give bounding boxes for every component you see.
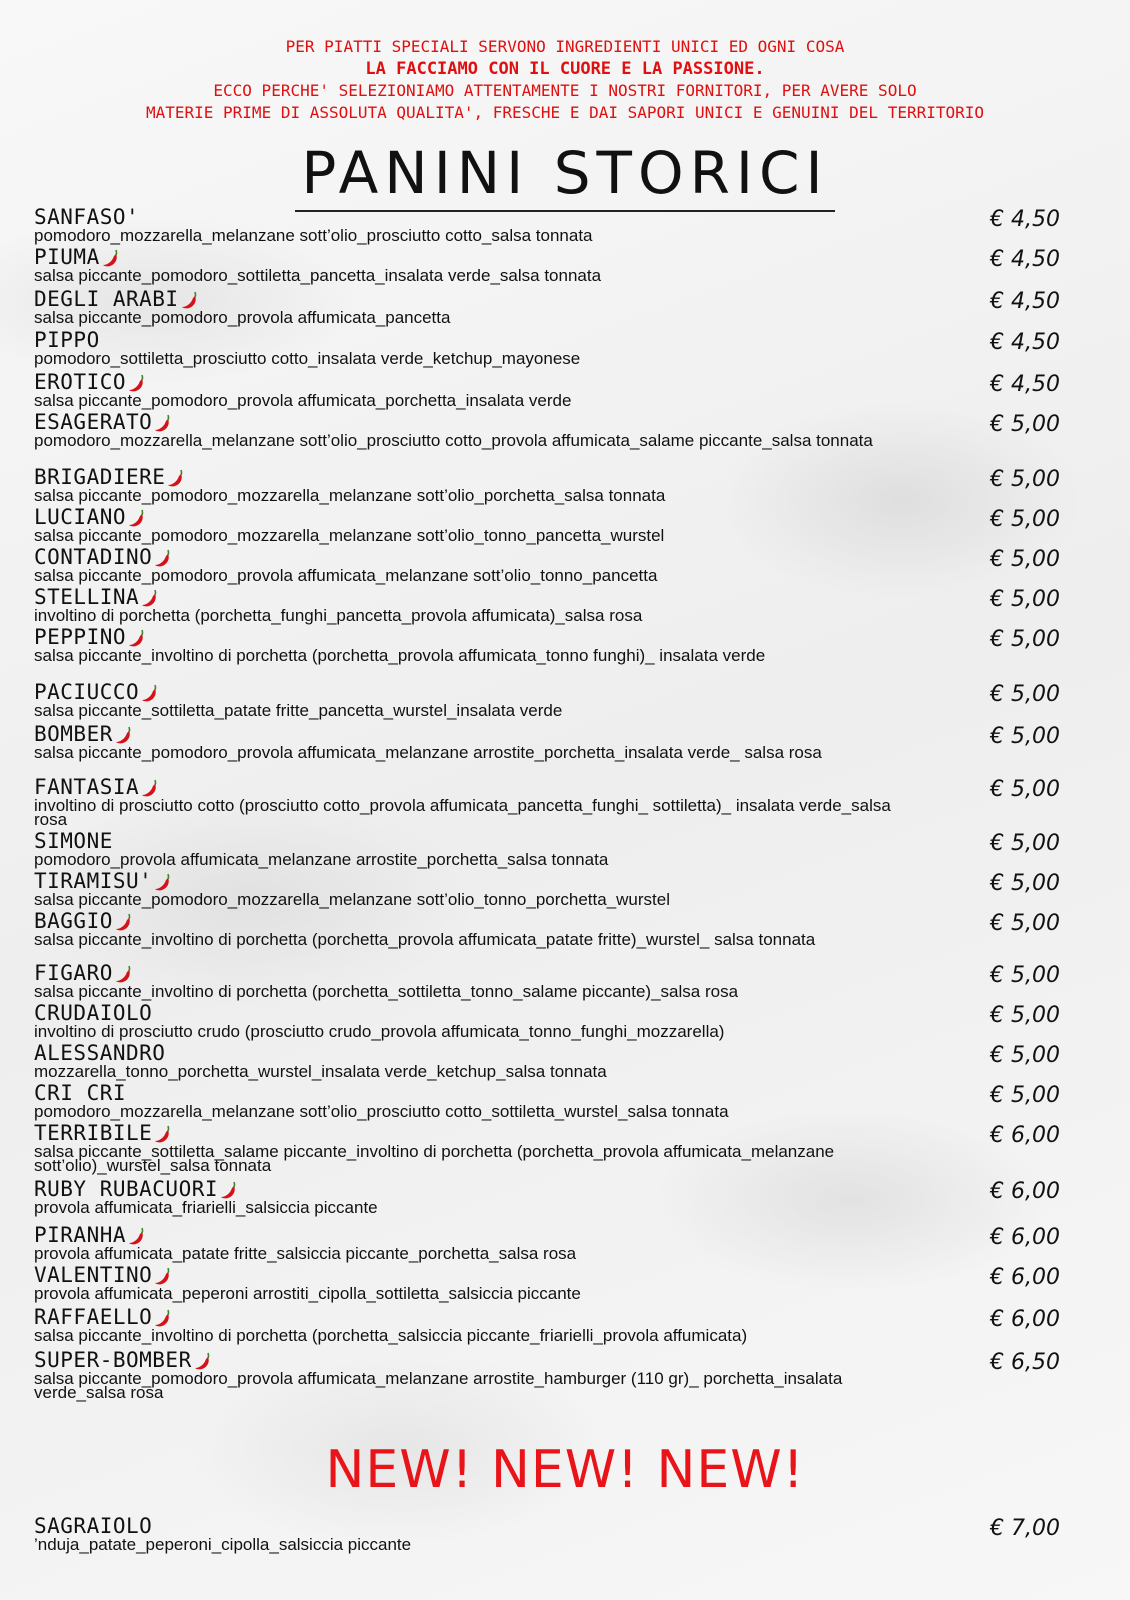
chili-pepper-icon [140, 683, 160, 703]
item-name [34, 289, 1094, 310]
item-name [34, 1083, 1094, 1104]
item-name [34, 1307, 1094, 1328]
chili-pepper-icon [153, 413, 173, 433]
chili-pepper-icon [127, 373, 147, 393]
item-name-text: BAGGIO [34, 909, 113, 933]
chili-pepper-icon [153, 548, 173, 568]
item-price: € 6,50 [990, 1350, 1060, 1375]
item-description: salsa piccante_pomodoro_sottiletta_pancetta_insalata verde_salsa tonnata [34, 266, 602, 285]
item-name [34, 831, 1094, 852]
menu-item [34, 1123, 1094, 1173]
chili-pepper-icon [153, 1124, 173, 1144]
item-name-text: SIMONE [34, 829, 113, 853]
item-name [34, 587, 1094, 608]
item-name-text: DEGLI ARABI [34, 287, 179, 311]
title-container [0, 140, 1130, 212]
item-price: € 6,00 [990, 1225, 1060, 1250]
menu-item [34, 627, 1094, 663]
item-price: € 5,00 [990, 627, 1060, 652]
item-description: provola affumicata_patate fritte_salsiccia piccante_porchetta_salsa rosa [34, 1244, 577, 1263]
item-name-text: CRUDAIOLO [34, 1001, 153, 1025]
chili-pepper-icon [114, 912, 134, 932]
item-name-text: RAFFAELLO [34, 1305, 153, 1329]
chili-pepper-icon [140, 588, 160, 608]
item-name [34, 247, 1094, 268]
item-price: € 4,50 [990, 247, 1060, 272]
menu-item [34, 372, 1094, 408]
item-name-text: PEPPINO [34, 625, 127, 649]
menu-item [34, 1307, 1094, 1343]
item-price: € 5,00 [990, 1003, 1060, 1028]
item-name-text: FANTASIA [34, 775, 140, 799]
item-name [34, 330, 1094, 351]
item-description: salsa piccante_pomodoro_mozzarella_melanzane sott’olio_tonno_porchetta_wurstel [34, 890, 670, 909]
item-name-text: SAGRAIOLO [34, 1514, 153, 1538]
item-price: € 5,00 [990, 587, 1060, 612]
item-price: € 5,00 [990, 777, 1060, 802]
item-name [34, 963, 1094, 984]
item-description: provola affumicata_friarielli_salsiccia piccante [34, 1198, 378, 1217]
chili-pepper-icon [101, 248, 121, 268]
item-price: € 6,00 [990, 1265, 1060, 1290]
item-price: € 5,00 [990, 467, 1060, 492]
item-description: salsa piccante_sottiletta_patate fritte_pancetta_wurstel_insalata verde [34, 701, 563, 720]
item-price: € 4,50 [990, 372, 1060, 397]
item-name-text: BOMBER [34, 722, 113, 746]
menu-item [34, 1003, 1094, 1039]
item-price: € 6,00 [990, 1307, 1060, 1332]
item-description: salsa piccante_involtino di porchetta (porchetta_salsiccia piccante_friarielli_provola affumicata) [34, 1326, 748, 1345]
item-description: salsa piccante_involtino di porchetta (porchetta_sottiletta_tonno_salame piccante)_salsa rosa [34, 982, 739, 1001]
item-name [34, 724, 1094, 745]
intro-line-4: MATERIE PRIME DI ASSOLUTA QUALITA', FRESCHE E DAI SAPORI UNICI E GENUINI DEL TERRITORIO [145, 103, 985, 122]
item-name [34, 1225, 1094, 1246]
chili-pepper-icon [114, 725, 134, 745]
menu-item [34, 587, 1094, 623]
item-description: salsa piccante_pomodoro_provola affumicata_melanzane arrostite_porchetta_insalata verde_ salsa rosa [34, 743, 822, 762]
item-description: pomodoro_sottiletta_prosciutto cotto_insalata verde_ketchup_mayonese [34, 349, 581, 368]
chili-pepper-icon [193, 1351, 213, 1371]
item-name-text: FIGARO [34, 961, 113, 985]
menu-item [34, 1083, 1094, 1119]
chili-pepper-icon [140, 778, 160, 798]
chili-pepper-icon [127, 508, 147, 528]
chili-pepper-icon [127, 1226, 147, 1246]
new-banner: NEW! NEW! NEW! [325, 1440, 805, 1500]
chili-pepper-icon [153, 872, 173, 892]
item-name-text: PIRANHA [34, 1223, 127, 1247]
item-name-text: RUBY RUBACUORI [34, 1177, 219, 1201]
item-name-text: CRI CRI [34, 1081, 127, 1105]
chili-pepper-icon [127, 628, 147, 648]
menu-item [34, 547, 1094, 583]
intro-line-3: ECCO PERCHE' SELEZIONIAMO ATTENTAMENTE I NOSTRI FORNITORI, PER AVERE SOLO [213, 81, 917, 100]
menu-item [34, 831, 1094, 867]
item-description: salsa piccante_pomodoro_provola affumicata_melanzane arrostite_hamburger (110 gr)_ porchetta_insalata verde_salsa rosa [34, 1369, 843, 1402]
item-name-text: PIPPO [34, 328, 100, 352]
menu-item [34, 412, 1094, 448]
item-price: € 5,00 [990, 547, 1060, 572]
item-name [34, 1179, 1094, 1200]
menu-item [34, 1350, 1094, 1400]
menu-item [34, 871, 1094, 907]
item-price: € 5,00 [990, 724, 1060, 749]
item-description: involtino di prosciutto cotto (prosciutto cotto_provola affumicata_pancetta_funghi_ sottiletta)_ insalata verde_salsa rosa [34, 796, 891, 829]
menu-item [34, 1265, 1094, 1301]
item-name [34, 207, 1094, 228]
menu-item [34, 1516, 1094, 1552]
item-name-text: PACIUCCO [34, 680, 140, 704]
item-description: involtino di prosciutto crudo (prosciutto crudo_provola affumicata_tonno_funghi_mozzarella) [34, 1022, 725, 1041]
item-price: € 4,50 [990, 207, 1060, 232]
menu-item [34, 963, 1094, 999]
item-description: ’nduja_patate_peperoni_cipolla_salsiccia piccante [34, 1535, 412, 1554]
chili-pepper-icon [153, 1308, 173, 1328]
menu-item [34, 911, 1094, 947]
item-description: salsa piccante_pomodoro_provola affumicata_melanzane sott’olio_tonno_pancetta [34, 566, 658, 585]
item-name [34, 777, 1094, 798]
item-description: pomodoro_provola affumicata_melanzane arrostite_porchetta_salsa tonnata [34, 850, 609, 869]
menu-item [34, 1225, 1094, 1261]
item-name [34, 1003, 1094, 1024]
item-description: salsa piccante_pomodoro_mozzarella_melanzane sott’olio_porchetta_salsa tonnata [34, 486, 666, 505]
item-price: € 5,00 [990, 1083, 1060, 1108]
item-name [34, 911, 1094, 932]
item-price: € 6,00 [990, 1179, 1060, 1204]
item-name [34, 412, 1094, 433]
item-name [34, 1123, 1094, 1144]
item-name-text: CONTADINO [34, 545, 153, 569]
menu-item [34, 247, 1094, 283]
item-name [34, 627, 1094, 648]
menu-item [34, 1043, 1094, 1079]
item-description: mozzarella_tonno_porchetta_wurstel_insalata verde_ketchup_salsa tonnata [34, 1062, 607, 1081]
menu-item [34, 682, 1094, 718]
item-price: € 4,50 [990, 289, 1060, 314]
item-name-text: PIUMA [34, 245, 100, 269]
item-price: € 5,00 [990, 871, 1060, 896]
intro-line-2: LA FACCIAMO CON IL CUORE E LA PASSIONE. [365, 59, 765, 79]
item-description: salsa piccante_involtino di porchetta (porchetta_provola affumicata_tonno funghi)_ insalata verde [34, 646, 766, 665]
item-name-text: BRIGADIERE [34, 465, 166, 489]
menu-item [34, 207, 1094, 243]
item-description: salsa piccante_pomodoro_provola affumicata_porchetta_insalata verde [34, 391, 572, 410]
menu-item [34, 724, 1094, 760]
menu-item [34, 289, 1094, 325]
item-name-text: SUPER-BOMBER [34, 1348, 192, 1372]
item-name [34, 1265, 1094, 1286]
chili-pepper-icon [180, 290, 200, 310]
item-description: pomodoro_mozzarella_melanzane sott’olio_prosciutto cotto_sottiletta_wurstel_salsa tonnata [34, 1102, 729, 1121]
item-price: € 6,00 [990, 1123, 1060, 1148]
item-price: € 5,00 [990, 412, 1060, 437]
item-price: € 7,00 [990, 1516, 1060, 1541]
item-name-text: LUCIANO [34, 505, 127, 529]
item-name [34, 467, 1094, 488]
chili-pepper-icon [153, 1266, 173, 1286]
item-description: salsa piccante_pomodoro_mozzarella_melanzane sott’olio_tonno_pancetta_wurstel [34, 526, 665, 545]
item-name-text: TIRAMISU' [34, 869, 153, 893]
item-price: € 5,00 [990, 963, 1060, 988]
item-price: € 5,00 [990, 1043, 1060, 1068]
item-price: € 5,00 [990, 682, 1060, 707]
menu-item [34, 1179, 1094, 1215]
item-description: salsa piccante_involtino di porchetta (porchetta_provola affumicata_patate fritte)_wurstel_ salsa tonnata [34, 930, 816, 949]
item-name-text: SANFASO' [34, 205, 140, 229]
item-description: salsa piccante_sottiletta_salame piccante_involtino di porchetta (porchetta_provola affumicata_melanzane sott’olio)_wurstel_salsa tonnata [34, 1142, 835, 1175]
item-description: involtino di porchetta (porchetta_funghi_pancetta_provola affumicata)_salsa rosa [34, 606, 643, 625]
item-description: pomodoro_mozzarella_melanzane sott’olio_prosciutto cotto_provola affumicata_salame piccante_salsa tonnata [34, 431, 873, 450]
intro-text [0, 36, 1130, 124]
item-name-text: ALESSANDRO [34, 1041, 166, 1065]
menu-item [34, 330, 1094, 366]
item-name [34, 1350, 1094, 1371]
item-description: pomodoro_mozzarella_melanzane sott’olio_prosciutto cotto_salsa tonnata [34, 226, 593, 245]
item-name-text: TERRIBILE [34, 1121, 153, 1145]
item-name [34, 507, 1094, 528]
item-description: provola affumicata_peperoni arrostiti_cipolla_sottiletta_salsiccia piccante [34, 1284, 581, 1303]
item-name [34, 372, 1094, 393]
item-name-text: EROTICO [34, 370, 127, 394]
chili-pepper-icon [219, 1180, 239, 1200]
item-description: salsa piccante_pomodoro_provola affumicata_pancetta [34, 308, 451, 327]
item-price: € 4,50 [990, 330, 1060, 355]
item-name-text: VALENTINO [34, 1263, 153, 1287]
item-name-text: STELLINA [34, 585, 140, 609]
item-name [34, 1516, 1094, 1537]
item-price: € 5,00 [990, 507, 1060, 532]
item-name [34, 871, 1094, 892]
item-price: € 5,00 [990, 831, 1060, 856]
chili-pepper-icon [114, 964, 134, 984]
menu-item [34, 467, 1094, 503]
item-price: € 5,00 [990, 911, 1060, 936]
menu-item [34, 507, 1094, 543]
item-name-text: ESAGERATO [34, 410, 153, 434]
page-title: PANINI STORICI [295, 140, 834, 212]
intro-line-1: PER PIATTI SPECIALI SERVONO INGREDIENTI UNICI ED OGNI COSA [285, 37, 845, 56]
item-name [34, 547, 1094, 568]
item-name [34, 682, 1094, 703]
menu-item [34, 777, 1094, 827]
chili-pepper-icon [166, 468, 186, 488]
item-name [34, 1043, 1094, 1064]
